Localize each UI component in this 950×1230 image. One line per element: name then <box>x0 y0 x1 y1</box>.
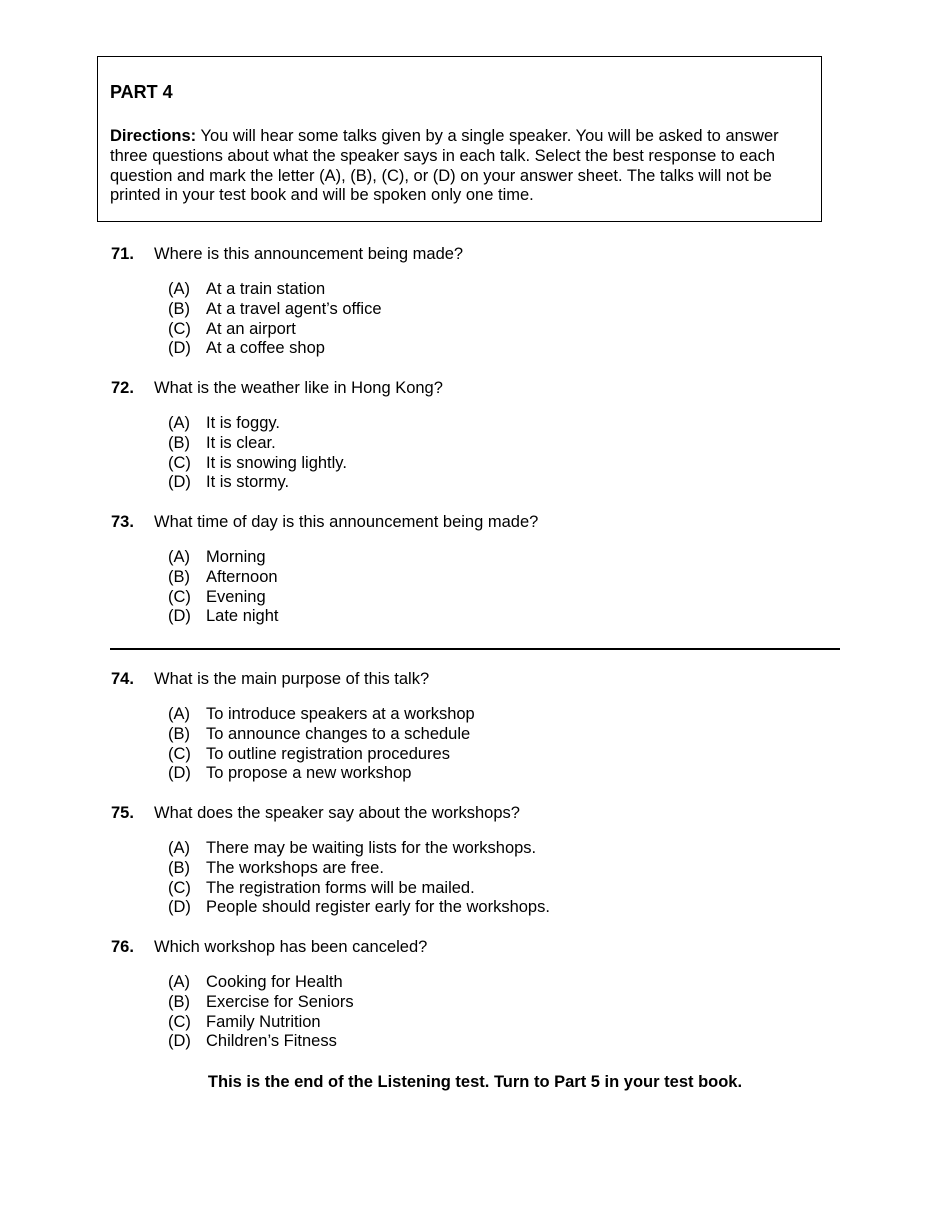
option-text: To propose a new workshop <box>206 764 412 783</box>
option-d <box>168 339 768 359</box>
option-c <box>168 588 768 608</box>
option-d <box>168 473 768 493</box>
option-text: Late night <box>206 607 279 626</box>
question-number: 75. <box>111 804 134 822</box>
option-b <box>168 568 768 588</box>
option-c <box>168 879 768 899</box>
option-c <box>168 320 768 340</box>
option-list <box>168 548 768 627</box>
question-number: 74. <box>111 670 134 688</box>
question-number: 73. <box>111 513 134 531</box>
option-text: Evening <box>206 587 266 606</box>
question-text: Which workshop has been canceled? <box>154 938 428 956</box>
option-list <box>168 280 768 359</box>
option-letter: (C) <box>168 878 191 897</box>
option-letter: (D) <box>168 898 191 917</box>
directions-label: Directions: <box>110 127 197 145</box>
option-a <box>168 705 768 725</box>
option-a <box>168 280 768 300</box>
question-75 <box>111 803 831 917</box>
option-text: It is stormy. <box>206 473 290 492</box>
option-letter: (B) <box>168 992 190 1011</box>
part-title: PART 4 <box>110 82 173 102</box>
option-b <box>168 434 768 454</box>
question-text: What is the main purpose of this talk? <box>154 670 430 688</box>
option-a <box>168 548 768 568</box>
option-a <box>168 414 768 434</box>
question-text: What time of day is this announcement being made? <box>154 513 539 531</box>
question-71 <box>111 244 831 358</box>
option-letter: (A) <box>168 839 190 857</box>
option-text: People should register early for the workshops. <box>206 898 550 917</box>
end-of-listening-note: This is the end of the Listening test. Turn to Part 5 in your test book. <box>207 1073 743 1091</box>
option-text: At an airport <box>206 319 296 338</box>
option-letter: (D) <box>168 607 191 626</box>
question-number: 71. <box>111 245 134 263</box>
option-b <box>168 993 768 1013</box>
option-text: Exercise for Seniors <box>206 992 354 1011</box>
option-b <box>168 725 768 745</box>
question-number: 76. <box>111 938 134 956</box>
option-b <box>168 859 768 879</box>
option-list <box>168 973 768 1052</box>
option-c <box>168 454 768 474</box>
option-text: The registration forms will be mailed. <box>206 878 475 897</box>
option-d <box>168 607 768 627</box>
option-text: At a coffee shop <box>206 339 325 358</box>
option-text: At a train station <box>206 280 326 298</box>
option-d <box>168 1032 768 1052</box>
option-text: At a travel agent’s office <box>206 299 382 318</box>
option-letter: (C) <box>168 319 191 338</box>
option-letter: (A) <box>168 705 190 723</box>
question-number: 72. <box>111 379 134 397</box>
option-letter: (B) <box>168 858 190 877</box>
option-text: To announce changes to a schedule <box>206 724 471 743</box>
option-b <box>168 300 768 320</box>
question-text: What is the weather like in Hong Kong? <box>154 379 443 397</box>
option-text: It is foggy. <box>206 414 280 432</box>
option-list <box>168 705 768 784</box>
option-list <box>168 414 768 493</box>
option-text: The workshops are free. <box>206 858 384 877</box>
question-74 <box>111 669 831 783</box>
option-d <box>168 898 768 918</box>
option-text: Children’s Fitness <box>206 1032 337 1051</box>
option-text: There may be waiting lists for the workshops. <box>206 839 537 857</box>
option-text: To introduce speakers at a workshop <box>206 705 475 723</box>
option-c <box>168 1013 768 1033</box>
option-letter: (A) <box>168 973 190 991</box>
question-text: Where is this announcement being made? <box>154 245 464 263</box>
option-c <box>168 745 768 765</box>
option-letter: (B) <box>168 433 190 452</box>
option-letter: (D) <box>168 1032 191 1051</box>
option-text: Morning <box>206 548 266 566</box>
option-letter: (C) <box>168 453 191 472</box>
option-letter: (A) <box>168 280 190 298</box>
option-letter: (D) <box>168 473 191 492</box>
option-d <box>168 764 768 784</box>
option-text: Afternoon <box>206 567 278 586</box>
option-text: It is snowing lightly. <box>206 453 347 472</box>
option-letter: (D) <box>168 764 191 783</box>
question-76 <box>111 937 831 1051</box>
option-text: Family Nutrition <box>206 1012 321 1031</box>
directions-box <box>97 56 822 222</box>
directions <box>110 127 810 206</box>
option-a <box>168 973 768 993</box>
option-letter: (A) <box>168 414 190 432</box>
option-text: Cooking for Health <box>206 973 343 991</box>
section-divider <box>110 648 840 650</box>
question-72 <box>111 378 831 492</box>
option-text: To outline registration procedures <box>206 744 450 763</box>
option-letter: (C) <box>168 587 191 606</box>
option-list <box>168 839 768 918</box>
question-73 <box>111 512 831 626</box>
option-letter: (A) <box>168 548 190 566</box>
question-text: What does the speaker say about the workshops? <box>154 804 520 822</box>
option-a <box>168 839 768 859</box>
option-letter: (D) <box>168 339 191 358</box>
option-letter: (C) <box>168 744 191 763</box>
option-text: It is clear. <box>206 433 276 452</box>
option-letter: (B) <box>168 299 190 318</box>
option-letter: (B) <box>168 567 190 586</box>
option-letter: (B) <box>168 724 190 743</box>
directions-text: You will hear some talks given by a single speaker. You will be asked to answer three questions about what the speaker says in each talk. Select the best response to each question and mark the letter (A), (B), (C), or (D) on your answer sheet. The talks will not be printed in your test book and will be spoken only one time. <box>110 127 779 205</box>
option-letter: (C) <box>168 1012 191 1031</box>
